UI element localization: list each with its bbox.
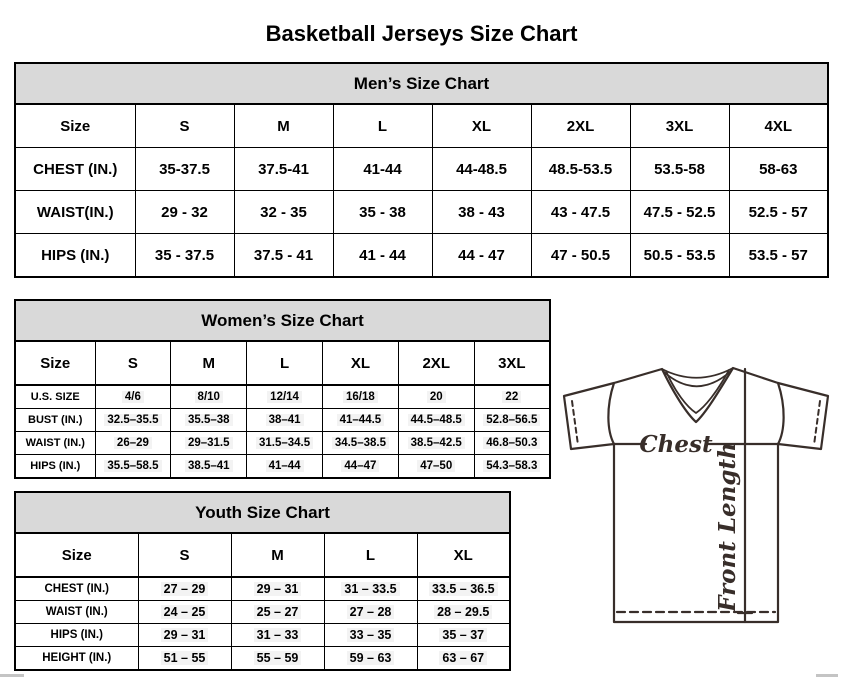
size-value-cell xyxy=(95,432,171,455)
size-value: 59 – 63 xyxy=(347,651,395,665)
size-value-cell xyxy=(138,601,231,624)
size-value: 55 – 59 xyxy=(254,651,302,665)
size-value: 22 xyxy=(502,391,521,403)
size-value-cell xyxy=(171,385,247,409)
size-value-cell xyxy=(135,148,234,191)
size-value-cell xyxy=(138,647,231,671)
jersey-measurement-diagram xyxy=(550,355,843,645)
size-value-cell xyxy=(234,191,333,234)
size-value: 41–44 xyxy=(266,460,304,472)
size-value: 41 - 44 xyxy=(359,246,406,264)
youth-column-header-xl: XL xyxy=(417,533,510,577)
size-value-cell xyxy=(322,432,398,455)
size-value: 29–31.5 xyxy=(185,437,233,449)
size-value-cell xyxy=(474,385,550,409)
size-value: 47.5 - 52.5 xyxy=(643,203,716,221)
size-value-cell xyxy=(417,601,510,624)
mens-data-row xyxy=(15,148,828,191)
size-value: 34.5–38.5 xyxy=(332,437,389,449)
youth-column-header-m: M xyxy=(231,533,324,577)
size-value: 27 – 28 xyxy=(347,605,395,619)
size-value: 32.5–35.5 xyxy=(104,414,161,426)
size-value: 33.5 – 36.5 xyxy=(429,582,498,596)
size-value-cell xyxy=(729,191,828,234)
size-value-cell xyxy=(231,624,324,647)
size-value: 51 – 55 xyxy=(161,651,209,665)
size-value: 48.5-53.5 xyxy=(548,160,613,178)
mens-data-row xyxy=(15,191,828,234)
youth-column-header-l: L xyxy=(324,533,417,577)
size-value: 35 – 37 xyxy=(439,628,487,642)
collar-back-arc-outer xyxy=(662,368,733,378)
size-value-cell xyxy=(231,577,324,601)
womens-column-header-l: L xyxy=(247,341,323,385)
youth-data-row xyxy=(15,647,510,671)
size-value: 32 - 35 xyxy=(260,203,307,221)
mens-size-header-row xyxy=(15,104,828,148)
mens-column-header-m: M xyxy=(234,104,333,148)
mens-corner-header: Size xyxy=(15,104,135,148)
size-value: 29 – 31 xyxy=(161,628,209,642)
size-value: 35-37.5 xyxy=(159,160,210,178)
size-value-cell xyxy=(324,577,417,601)
size-value: 54.3–58.3 xyxy=(483,460,540,472)
size-value-cell xyxy=(322,455,398,479)
size-value-cell xyxy=(398,455,474,479)
size-value-cell xyxy=(247,455,323,479)
size-value-cell xyxy=(531,191,630,234)
size-value-cell xyxy=(324,624,417,647)
mens-table-title: Men’s Size Chart xyxy=(15,63,828,104)
size-value: 35 - 38 xyxy=(359,203,406,221)
size-value-cell xyxy=(95,455,171,479)
size-value-cell xyxy=(333,191,432,234)
size-value: 50.5 - 53.5 xyxy=(643,246,716,264)
womens-size-table xyxy=(14,299,551,479)
size-value: 4/6 xyxy=(122,391,144,403)
size-value-cell xyxy=(322,385,398,409)
size-value-cell xyxy=(729,148,828,191)
size-value-cell xyxy=(474,432,550,455)
size-value-cell xyxy=(432,234,531,278)
jersey-diagram-svg xyxy=(550,355,843,645)
size-value-cell xyxy=(630,148,729,191)
size-value-cell xyxy=(171,455,247,479)
size-value-cell xyxy=(231,601,324,624)
youth-size-table xyxy=(14,491,511,671)
row-label: HEIGHT (IN.) xyxy=(15,647,138,671)
page-title: Basketball Jerseys Size Chart xyxy=(265,20,578,46)
size-value-cell xyxy=(474,455,550,479)
size-value-cell xyxy=(333,234,432,278)
size-value: 31 – 33 xyxy=(254,628,302,642)
size-value: 58-63 xyxy=(759,160,798,178)
size-value: 28 – 29.5 xyxy=(434,605,492,619)
mens-data-row xyxy=(15,234,828,278)
size-value: 38 - 43 xyxy=(458,203,505,221)
front-length-label: Front Length xyxy=(714,442,741,612)
womens-data-row xyxy=(15,432,550,455)
youth-data-row xyxy=(15,624,510,647)
size-value: 38–41 xyxy=(266,414,304,426)
row-label: U.S. SIZE xyxy=(15,385,95,409)
size-value: 44–47 xyxy=(341,460,379,472)
womens-column-header-2xl: 2XL xyxy=(398,341,474,385)
size-value-cell xyxy=(231,647,324,671)
jersey-outline xyxy=(564,368,828,622)
youth-data-row xyxy=(15,601,510,624)
size-value: 53.5-58 xyxy=(654,160,705,178)
youth-table-title: Youth Size Chart xyxy=(15,492,510,533)
size-value: 44 - 47 xyxy=(458,246,505,264)
size-value-cell xyxy=(398,432,474,455)
size-value: 31 – 33.5 xyxy=(341,582,399,596)
womens-data-row xyxy=(15,385,550,409)
size-value-cell xyxy=(247,432,323,455)
size-value: 33 – 35 xyxy=(347,628,395,642)
size-value: 41–44.5 xyxy=(337,414,385,426)
horizontal-scrollbar-fragment-right[interactable] xyxy=(816,674,838,677)
womens-size-header-row xyxy=(15,341,550,385)
size-value: 53.5 - 57 xyxy=(748,246,808,264)
size-value-cell xyxy=(324,647,417,671)
row-label: BUST (IN.) xyxy=(15,409,95,432)
size-value-cell xyxy=(234,148,333,191)
womens-column-header-xl: XL xyxy=(322,341,398,385)
size-value-cell xyxy=(531,148,630,191)
size-value: 37.5-41 xyxy=(258,160,309,178)
youth-data-row xyxy=(15,577,510,601)
row-label: CHEST (IN.) xyxy=(15,577,138,601)
size-value: 52.5 - 57 xyxy=(748,203,808,221)
size-value: 24 – 25 xyxy=(161,605,209,619)
womens-column-header-s: S xyxy=(95,341,171,385)
row-label: HIPS (IN.) xyxy=(15,234,135,278)
size-value: 47 - 50.5 xyxy=(550,246,611,264)
size-value-cell xyxy=(417,577,510,601)
size-value-cell xyxy=(630,191,729,234)
size-value: 26–29 xyxy=(114,437,152,449)
womens-column-header-m: M xyxy=(171,341,247,385)
size-value: 37.5 - 41 xyxy=(253,246,314,264)
size-value: 41-44 xyxy=(363,160,402,178)
size-value-cell xyxy=(417,624,510,647)
size-value-cell xyxy=(417,647,510,671)
size-value-cell xyxy=(398,385,474,409)
size-value-cell xyxy=(531,234,630,278)
row-label: WAIST(IN.) xyxy=(15,191,135,234)
size-value: 43 - 47.5 xyxy=(550,203,611,221)
size-value: 63 – 67 xyxy=(439,651,487,665)
row-label: WAIST (IN.) xyxy=(15,432,95,455)
size-value-cell xyxy=(398,409,474,432)
size-value: 27 – 29 xyxy=(161,582,209,596)
size-value-cell xyxy=(138,577,231,601)
size-value-cell xyxy=(432,191,531,234)
womens-table-title: Women’s Size Chart xyxy=(15,300,550,341)
size-value: 44.5–48.5 xyxy=(408,414,465,426)
size-value: 35.5–58.5 xyxy=(104,460,161,472)
mens-column-header-3xl: 3XL xyxy=(630,104,729,148)
size-value: 35 - 37.5 xyxy=(154,246,215,264)
size-value: 12/14 xyxy=(267,391,302,403)
size-value-cell xyxy=(135,234,234,278)
size-value: 31.5–34.5 xyxy=(256,437,313,449)
size-value-cell xyxy=(171,432,247,455)
horizontal-scrollbar-fragment-left[interactable] xyxy=(0,674,24,677)
size-value: 16/18 xyxy=(343,391,378,403)
size-value: 44-48.5 xyxy=(456,160,507,178)
size-value-cell xyxy=(247,385,323,409)
mens-column-header-4xl: 4XL xyxy=(729,104,828,148)
size-value: 29 – 31 xyxy=(254,582,302,596)
chest-label: Chest xyxy=(639,431,713,458)
size-value-cell xyxy=(247,409,323,432)
size-value: 38.5–42.5 xyxy=(408,437,465,449)
size-value-cell xyxy=(234,234,333,278)
size-value: 29 - 32 xyxy=(161,203,208,221)
youth-column-header-s: S xyxy=(138,533,231,577)
row-label: HIPS (IN.) xyxy=(15,455,95,479)
size-value: 46.8–50.3 xyxy=(483,437,540,449)
mens-column-header-s: S xyxy=(135,104,234,148)
size-value: 52.8–56.5 xyxy=(483,414,540,426)
size-value: 20 xyxy=(427,391,446,403)
row-label: WAIST (IN.) xyxy=(15,601,138,624)
size-value-cell xyxy=(95,409,171,432)
size-value: 35.5–38 xyxy=(185,414,233,426)
womens-corner-header: Size xyxy=(15,341,95,385)
womens-data-row xyxy=(15,409,550,432)
youth-size-header-row xyxy=(15,533,510,577)
mens-size-table xyxy=(14,62,829,278)
size-value: 8/10 xyxy=(195,391,223,403)
womens-data-row xyxy=(15,455,550,479)
mens-column-header-xl: XL xyxy=(432,104,531,148)
size-value-cell xyxy=(95,385,171,409)
row-label: HIPS (IN.) xyxy=(15,624,138,647)
size-value-cell xyxy=(135,191,234,234)
size-value-cell xyxy=(474,409,550,432)
size-value: 25 – 27 xyxy=(254,605,302,619)
size-value-cell xyxy=(138,624,231,647)
size-value-cell xyxy=(729,234,828,278)
mens-column-header-2xl: 2XL xyxy=(531,104,630,148)
size-value-cell xyxy=(324,601,417,624)
size-value-cell xyxy=(630,234,729,278)
size-value-cell xyxy=(333,148,432,191)
size-value: 38.5–41 xyxy=(185,460,233,472)
womens-column-header-3xl: 3XL xyxy=(474,341,550,385)
size-value: 47–50 xyxy=(417,460,455,472)
mens-column-header-l: L xyxy=(333,104,432,148)
size-value-cell xyxy=(432,148,531,191)
row-label: CHEST (IN.) xyxy=(15,148,135,191)
size-value-cell xyxy=(171,409,247,432)
size-value-cell xyxy=(322,409,398,432)
youth-corner-header: Size xyxy=(15,533,138,577)
